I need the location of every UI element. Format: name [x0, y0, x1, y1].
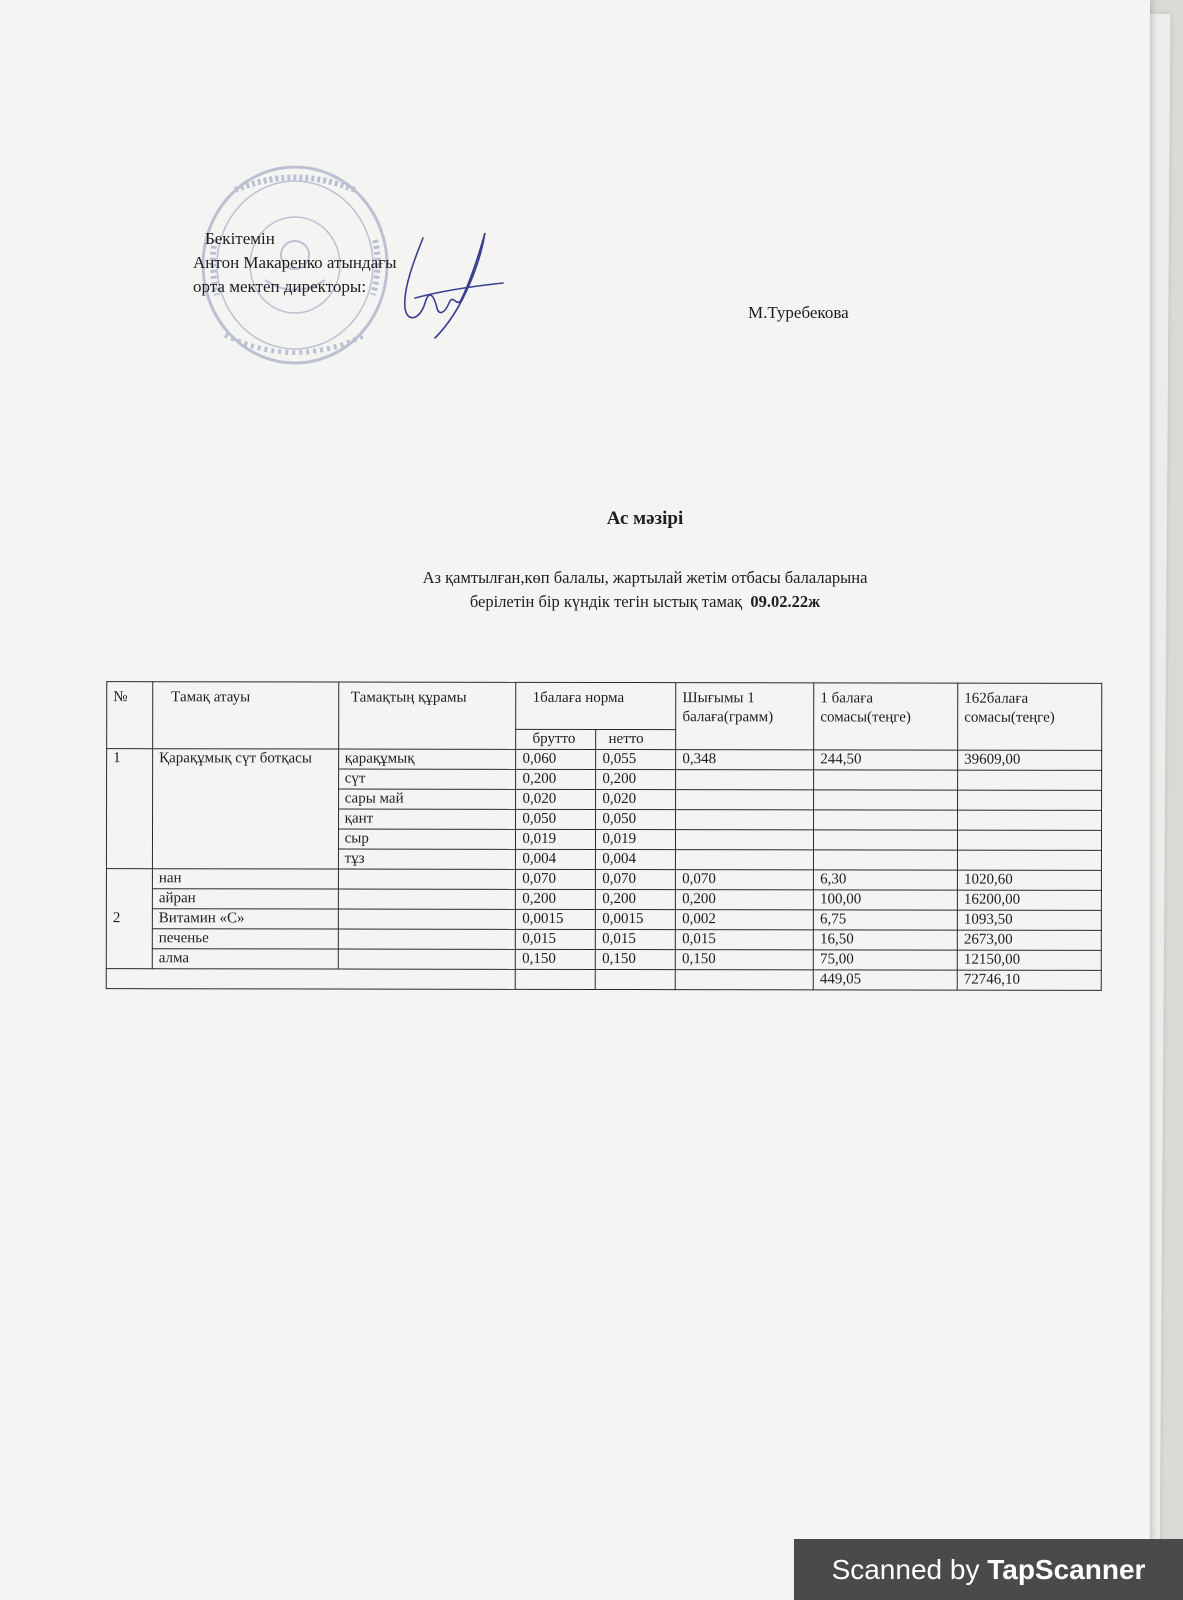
scanner-brand: TapScanner	[987, 1554, 1146, 1585]
empty-cell	[676, 770, 814, 790]
header-num: №	[107, 682, 153, 749]
item-output: 0,015	[676, 930, 814, 950]
subtitle-text: берілетін бір күндік тегін ыстық тамақ	[469, 592, 743, 611]
empty-cell	[958, 830, 1102, 850]
ingredient-netto: 0,019	[596, 829, 676, 849]
item-brutto: 0,200	[516, 889, 596, 909]
ingredient-name: сыр	[338, 829, 516, 849]
empty-cell	[814, 850, 958, 870]
dish-cost-all: 39609,00	[958, 750, 1102, 770]
table-header-row	[107, 682, 1102, 731]
header-output: Шығымы 1 балаға(грамм)	[676, 683, 814, 750]
header-netto: нетто	[596, 729, 676, 749]
empty-cell	[814, 830, 958, 850]
total-blank-output	[675, 970, 813, 990]
total-cost-all: 72746,10	[957, 970, 1101, 990]
empty-cell	[676, 850, 814, 870]
item-name: айран	[152, 889, 338, 909]
total-blank-brutto	[516, 969, 596, 989]
ingredient-brutto: 0,060	[516, 749, 596, 769]
total-row	[106, 969, 1101, 991]
empty-cell	[958, 770, 1102, 790]
dish-output: 0,348	[676, 750, 814, 770]
header-cost-one: 1 балаға сомасы(теңге)	[814, 683, 958, 750]
item-name: печенье	[152, 929, 338, 949]
ingredient-netto: 0,055	[596, 749, 676, 769]
item-netto: 0,070	[596, 869, 676, 889]
empty-cell	[814, 810, 958, 830]
item-netto: 0,0015	[596, 909, 676, 929]
document-title: Ас мәзірі	[606, 508, 684, 529]
ingredient-name: сары май	[338, 789, 516, 809]
ingredient-name: қарақұмық	[338, 749, 516, 769]
table-row	[106, 909, 1101, 931]
item-netto: 0,150	[596, 949, 676, 969]
ingredient-netto: 0,004	[596, 849, 676, 869]
item-brutto: 0,070	[516, 869, 596, 889]
item-output: 0,002	[676, 910, 814, 930]
ingredient-name: тұз	[338, 849, 516, 869]
approval-line-1: Бекітемін	[205, 229, 275, 248]
ingredient-netto: 0,020	[596, 789, 676, 809]
director-signature-icon	[395, 228, 505, 343]
item-name: алма	[152, 949, 338, 969]
header-composition: Тамақтың құрамы	[338, 682, 516, 749]
ingredient-netto: 0,200	[596, 769, 676, 789]
empty-cell	[814, 770, 958, 790]
empty-cell	[676, 810, 814, 830]
empty-cell	[814, 790, 958, 810]
dish-number: 1	[106, 749, 152, 869]
director-name: М.Туребекова	[748, 303, 849, 322]
empty-cell	[958, 790, 1102, 810]
header-norm: 1балаға норма	[516, 682, 676, 729]
ingredient-brutto: 0,004	[516, 849, 596, 869]
ingredient-brutto: 0,200	[516, 769, 596, 789]
table-row	[106, 869, 1101, 891]
ingredient-brutto: 0,020	[516, 789, 596, 809]
empty-cell	[676, 830, 814, 850]
ingredient-brutto: 0,050	[516, 809, 596, 829]
item-output: 0,150	[676, 950, 814, 970]
item-cost-one: 100,00	[814, 890, 958, 910]
item-cost-all: 16200,00	[957, 890, 1101, 910]
item-output: 0,070	[676, 870, 814, 890]
item-output: 0,200	[676, 890, 814, 910]
header-cost-all: 162балаға сомасы(теңге)	[958, 683, 1102, 750]
table-row	[107, 749, 1102, 771]
item-netto: 0,015	[596, 929, 676, 949]
ingredient-name: қант	[338, 809, 516, 829]
item-cost-all: 1093,50	[957, 910, 1101, 930]
item-name: нан	[152, 869, 338, 889]
item-cost-one: 16,50	[813, 930, 957, 950]
document-subtitle	[0, 566, 1150, 614]
table-row	[106, 949, 1101, 971]
empty-cell	[338, 929, 516, 949]
scanner-prefix: Scanned by	[831, 1554, 988, 1585]
empty-cell	[957, 850, 1101, 870]
header-brutto: брутто	[516, 729, 596, 749]
empty-cell	[958, 810, 1102, 830]
approval-line-3: орта мектеп директоры:	[193, 277, 367, 296]
dish-number: 2	[106, 869, 152, 969]
total-blank-netto	[596, 969, 676, 989]
table-row	[106, 889, 1101, 911]
empty-cell	[676, 790, 814, 810]
item-cost-all: 1020,60	[957, 870, 1101, 890]
empty-cell	[338, 909, 516, 929]
total-empty	[106, 969, 515, 990]
dish-name: Қарақұмық сүт ботқасы	[152, 749, 338, 869]
ingredient-name: сүт	[338, 769, 516, 789]
empty-cell	[338, 889, 516, 909]
item-brutto: 0,015	[516, 929, 596, 949]
item-brutto: 0,150	[516, 949, 596, 969]
ingredient-netto: 0,050	[596, 809, 676, 829]
approval-line-2: Антон Макаренко атындағы	[193, 253, 397, 272]
empty-cell	[338, 949, 516, 969]
total-cost-one: 449,05	[813, 970, 957, 990]
menu-date: 09.02.22ж	[750, 592, 821, 611]
empty-cell	[338, 869, 516, 889]
dish-cost-one: 244,50	[814, 750, 958, 770]
subtitle-line-1: Аз қамтылған,көп балалы, жартылай жетім отбасы балаларына	[422, 568, 868, 587]
item-netto: 0,200	[596, 889, 676, 909]
item-cost-one: 6,75	[814, 910, 958, 930]
ingredient-brutto: 0,019	[516, 829, 596, 849]
approval-block	[193, 227, 397, 299]
subtitle-line-2	[140, 590, 1150, 614]
item-cost-one: 6,30	[814, 870, 958, 890]
header-name: Тамақ атауы	[153, 682, 339, 749]
item-cost-one: 75,00	[813, 950, 957, 970]
table-row	[106, 929, 1101, 951]
item-cost-all: 12150,00	[957, 950, 1101, 970]
scanner-watermark	[794, 1539, 1183, 1600]
item-cost-all: 2673,00	[957, 930, 1101, 950]
item-name: Витамин «С»	[152, 909, 338, 929]
item-brutto: 0,0015	[516, 909, 596, 929]
menu-table	[106, 681, 1103, 991]
